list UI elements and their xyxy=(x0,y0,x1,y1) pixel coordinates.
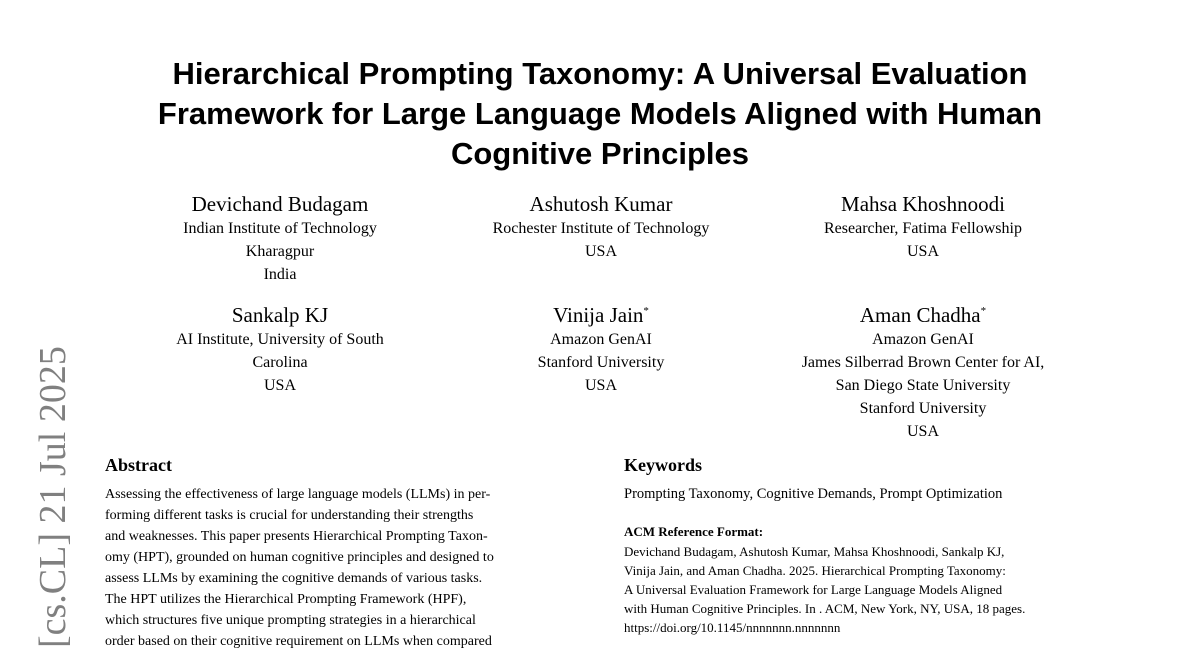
author-affiliation: Stanford University xyxy=(537,354,665,371)
author-name: Vinija Jain* xyxy=(553,303,649,327)
acm-reference-text xyxy=(624,542,1100,637)
acm-reference-heading: ACM Reference Format: xyxy=(624,524,764,539)
abstract-line: Assessing the effectiveness of large language models (LLMs) in per- xyxy=(105,487,491,502)
author-block xyxy=(431,187,771,263)
author-affiliation: AI Institute, University of South xyxy=(176,331,384,348)
author-block xyxy=(753,298,1093,443)
abstract-text xyxy=(105,484,580,652)
author-affiliation: India xyxy=(263,266,297,283)
keywords-text: Prompting Taxonomy, Cognitive Demands, Prompt Optimization xyxy=(624,486,1003,502)
author-block xyxy=(753,187,1093,263)
author-affiliation: Amazon GenAI xyxy=(872,331,974,348)
abstract-line: which structures five unique prompting strategies in a hierarchical xyxy=(105,613,476,628)
author-affiliation: Researcher, Fatima Fellowship xyxy=(824,220,1022,237)
abstract-line: forming different tasks is crucial for understanding their strengths xyxy=(105,508,474,523)
author-name: Devichand Budagam xyxy=(191,192,369,216)
author-name: Sankalp KJ xyxy=(231,303,329,327)
author-name: Ashutosh Kumar xyxy=(529,192,673,216)
author-block xyxy=(110,298,450,397)
title-line: Framework for Large Language Models Aligned with Human xyxy=(157,96,1043,131)
author-affiliation: Carolina xyxy=(252,354,308,371)
abstract-heading: Abstract xyxy=(105,455,172,475)
corresponding-mark: * xyxy=(980,305,987,317)
author-affiliation: USA xyxy=(906,243,939,260)
title-line: Cognitive Principles xyxy=(450,136,749,171)
acm-line: with Human Cognitive Principles. In . ACM, New York, NY, USA, 18 pages. xyxy=(624,601,1026,616)
abstract-line: The HPT utilizes the Hierarchical Prompting Framework (HPF), xyxy=(105,592,467,607)
corresponding-mark: * xyxy=(643,305,649,317)
author-affiliation: Rochester Institute of Technology xyxy=(492,220,710,237)
author-affiliation: Kharagpur xyxy=(245,243,315,260)
author-affiliation: Stanford University xyxy=(859,400,987,417)
paper-title xyxy=(100,54,1100,174)
acm-line: Devichand Budagam, Ashutosh Kumar, Mahsa Khoshnoodi, Sankalp KJ, xyxy=(624,544,1005,559)
title-line: Hierarchical Prompting Taxonomy: A Universal Evaluation xyxy=(172,56,1028,91)
abstract-line: assess LLMs by examining the cognitive demands of various tasks. xyxy=(105,571,483,586)
author-name: Mahsa Khoshnoodi xyxy=(841,192,1005,216)
author-affiliation: USA xyxy=(263,377,296,394)
author-affiliation: Amazon GenAI xyxy=(550,331,652,348)
abstract-line: omy (HPT), grounded on human cognitive principles and designed to xyxy=(105,550,494,565)
author-affiliation: Indian Institute of Technology xyxy=(183,220,377,237)
author-affiliation: USA xyxy=(906,423,939,440)
doi-link[interactable]: https://doi.org/10.1145/nnnnnnn.nnnnnnn xyxy=(624,620,841,635)
keywords-heading: Keywords xyxy=(624,455,702,475)
arxiv-side-stamp: [cs.CL] 21 Jul 2025 xyxy=(32,346,74,648)
author-affiliation: San Diego State University xyxy=(835,377,1011,394)
author-block xyxy=(110,187,450,286)
author-block xyxy=(431,298,771,397)
acm-line: A Universal Evaluation Framework for Large Language Models Aligned xyxy=(624,582,1003,597)
author-affiliation: USA xyxy=(584,243,617,260)
abstract-line: and weaknesses. This paper presents Hierarchical Prompting Taxon- xyxy=(105,529,488,544)
author-affiliation: USA xyxy=(584,377,617,394)
author-name: Aman Chadha* xyxy=(859,303,987,327)
abstract-line: order based on their cognitive requirement on LLMs when compared xyxy=(105,634,492,649)
author-affiliation: James Silberrad Brown Center for AI, xyxy=(801,354,1045,371)
acm-line: Vinija Jain, and Aman Chadha. 2025. Hierarchical Prompting Taxonomy: xyxy=(624,563,1006,578)
